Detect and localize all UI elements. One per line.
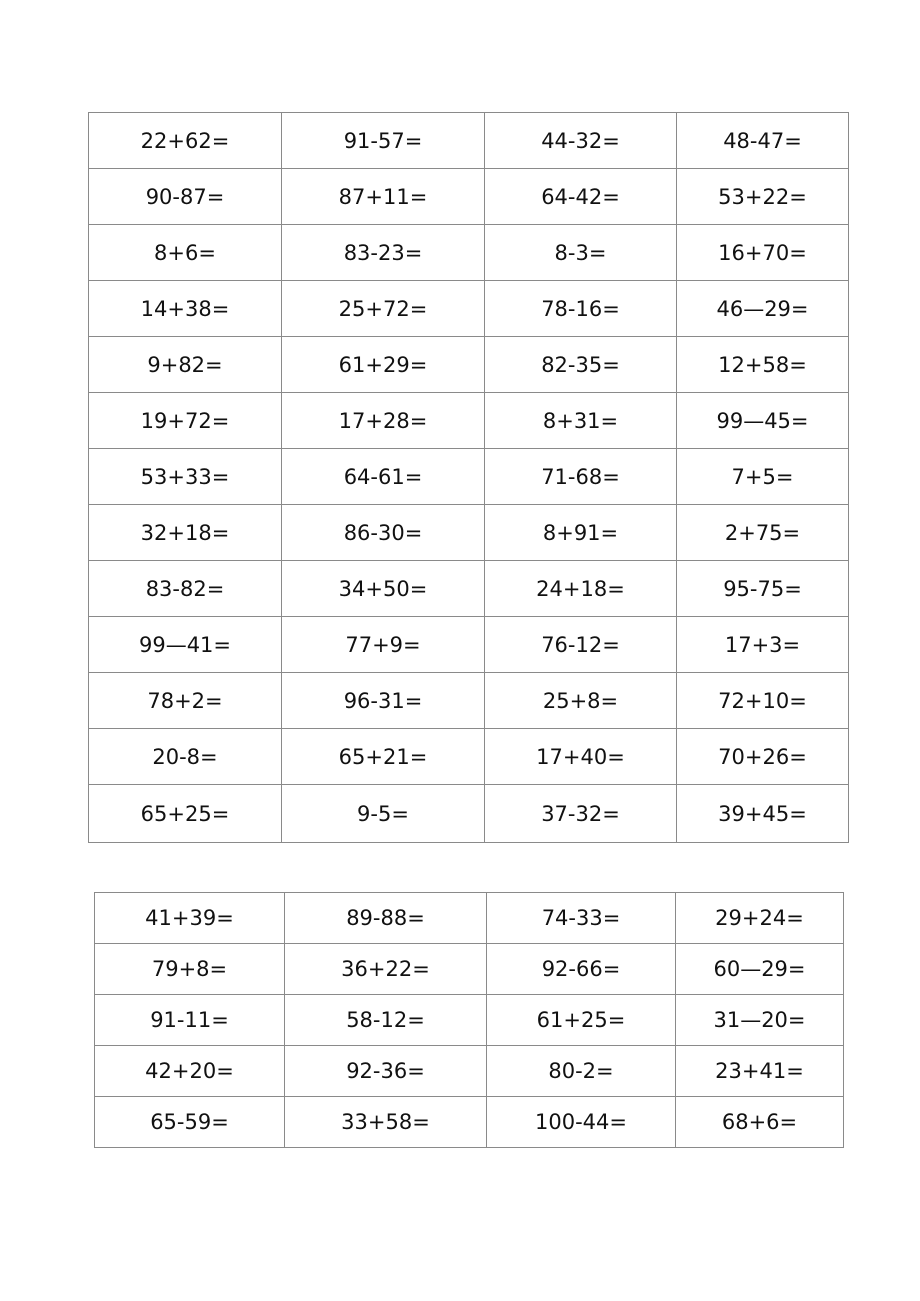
equation-cell: 23+41=: [676, 1046, 844, 1097]
table-row: [89, 729, 849, 785]
equation-cell: 16+70=: [677, 225, 849, 281]
equation-cell: 17+28=: [282, 393, 485, 449]
equation-cell: 48-47=: [677, 113, 849, 169]
equation-cell: 46—29=: [677, 281, 849, 337]
arithmetic-table-2: [94, 892, 844, 1148]
arithmetic-table-1: [88, 112, 849, 843]
equation-cell: 95-75=: [677, 561, 849, 617]
equation-cell: 100-44=: [487, 1097, 676, 1148]
equation-cell: 22+62=: [89, 113, 282, 169]
equation-cell: 17+3=: [677, 617, 849, 673]
table-body: [95, 893, 844, 1148]
equation-cell: 92-66=: [487, 944, 676, 995]
equation-cell: 91-57=: [282, 113, 485, 169]
equation-cell: 29+24=: [676, 893, 844, 944]
equation-cell: 9-5=: [282, 785, 485, 843]
table-row: [95, 1097, 844, 1148]
table-row: [89, 281, 849, 337]
equation-cell: 58-12=: [285, 995, 487, 1046]
table-body: [89, 113, 849, 843]
table-row: [89, 169, 849, 225]
table-row: [95, 995, 844, 1046]
equation-cell: 42+20=: [95, 1046, 285, 1097]
table-row: [95, 944, 844, 995]
equation-cell: 83-23=: [282, 225, 485, 281]
equation-cell: 14+38=: [89, 281, 282, 337]
equation-cell: 36+22=: [285, 944, 487, 995]
equation-cell: 83-82=: [89, 561, 282, 617]
table-row: [89, 337, 849, 393]
equation-cell: 17+40=: [485, 729, 677, 785]
table-row: [89, 785, 849, 843]
equation-cell: 53+33=: [89, 449, 282, 505]
equation-cell: 65+25=: [89, 785, 282, 843]
equation-cell: 8+6=: [89, 225, 282, 281]
equation-cell: 41+39=: [95, 893, 285, 944]
equation-cell: 91-11=: [95, 995, 285, 1046]
table-row: [89, 561, 849, 617]
equation-cell: 99—45=: [677, 393, 849, 449]
equation-cell: 78-16=: [485, 281, 677, 337]
table-row: [89, 449, 849, 505]
equation-cell: 33+58=: [285, 1097, 487, 1148]
equation-cell: 32+18=: [89, 505, 282, 561]
equation-cell: 20-8=: [89, 729, 282, 785]
equation-cell: 8+91=: [485, 505, 677, 561]
equation-cell: 89-88=: [285, 893, 487, 944]
equation-cell: 64-61=: [282, 449, 485, 505]
equation-cell: 77+9=: [282, 617, 485, 673]
equation-cell: 76-12=: [485, 617, 677, 673]
equation-cell: 44-32=: [485, 113, 677, 169]
equation-cell: 90-87=: [89, 169, 282, 225]
table-row: [95, 893, 844, 944]
equation-cell: 53+22=: [677, 169, 849, 225]
equation-cell: 70+26=: [677, 729, 849, 785]
equation-cell: 65+21=: [282, 729, 485, 785]
equation-cell: 8+31=: [485, 393, 677, 449]
equation-cell: 19+72=: [89, 393, 282, 449]
equation-cell: 74-33=: [487, 893, 676, 944]
equation-cell: 68+6=: [676, 1097, 844, 1148]
equation-cell: 78+2=: [89, 673, 282, 729]
equation-cell: 86-30=: [282, 505, 485, 561]
equation-cell: 61+25=: [487, 995, 676, 1046]
equation-cell: 60—29=: [676, 944, 844, 995]
table-row: [95, 1046, 844, 1097]
equation-cell: 99—41=: [89, 617, 282, 673]
equation-cell: 39+45=: [677, 785, 849, 843]
equation-cell: 64-42=: [485, 169, 677, 225]
equation-cell: 2+75=: [677, 505, 849, 561]
equation-cell: 96-31=: [282, 673, 485, 729]
equation-cell: 72+10=: [677, 673, 849, 729]
table-row: [89, 225, 849, 281]
table-row: [89, 113, 849, 169]
equation-cell: 79+8=: [95, 944, 285, 995]
equation-cell: 61+29=: [282, 337, 485, 393]
equation-cell: 31—20=: [676, 995, 844, 1046]
equation-cell: 82-35=: [485, 337, 677, 393]
table-row: [89, 393, 849, 449]
equation-cell: 71-68=: [485, 449, 677, 505]
equation-cell: 25+8=: [485, 673, 677, 729]
equation-cell: 8-3=: [485, 225, 677, 281]
equation-cell: 25+72=: [282, 281, 485, 337]
equation-cell: 7+5=: [677, 449, 849, 505]
equation-cell: 9+82=: [89, 337, 282, 393]
table-row: [89, 505, 849, 561]
equation-cell: 92-36=: [285, 1046, 487, 1097]
equation-cell: 34+50=: [282, 561, 485, 617]
equation-cell: 24+18=: [485, 561, 677, 617]
equation-cell: 87+11=: [282, 169, 485, 225]
equation-cell: 80-2=: [487, 1046, 676, 1097]
table-row: [89, 673, 849, 729]
equation-cell: 37-32=: [485, 785, 677, 843]
equation-cell: 12+58=: [677, 337, 849, 393]
equation-cell: 65-59=: [95, 1097, 285, 1148]
table-row: [89, 617, 849, 673]
